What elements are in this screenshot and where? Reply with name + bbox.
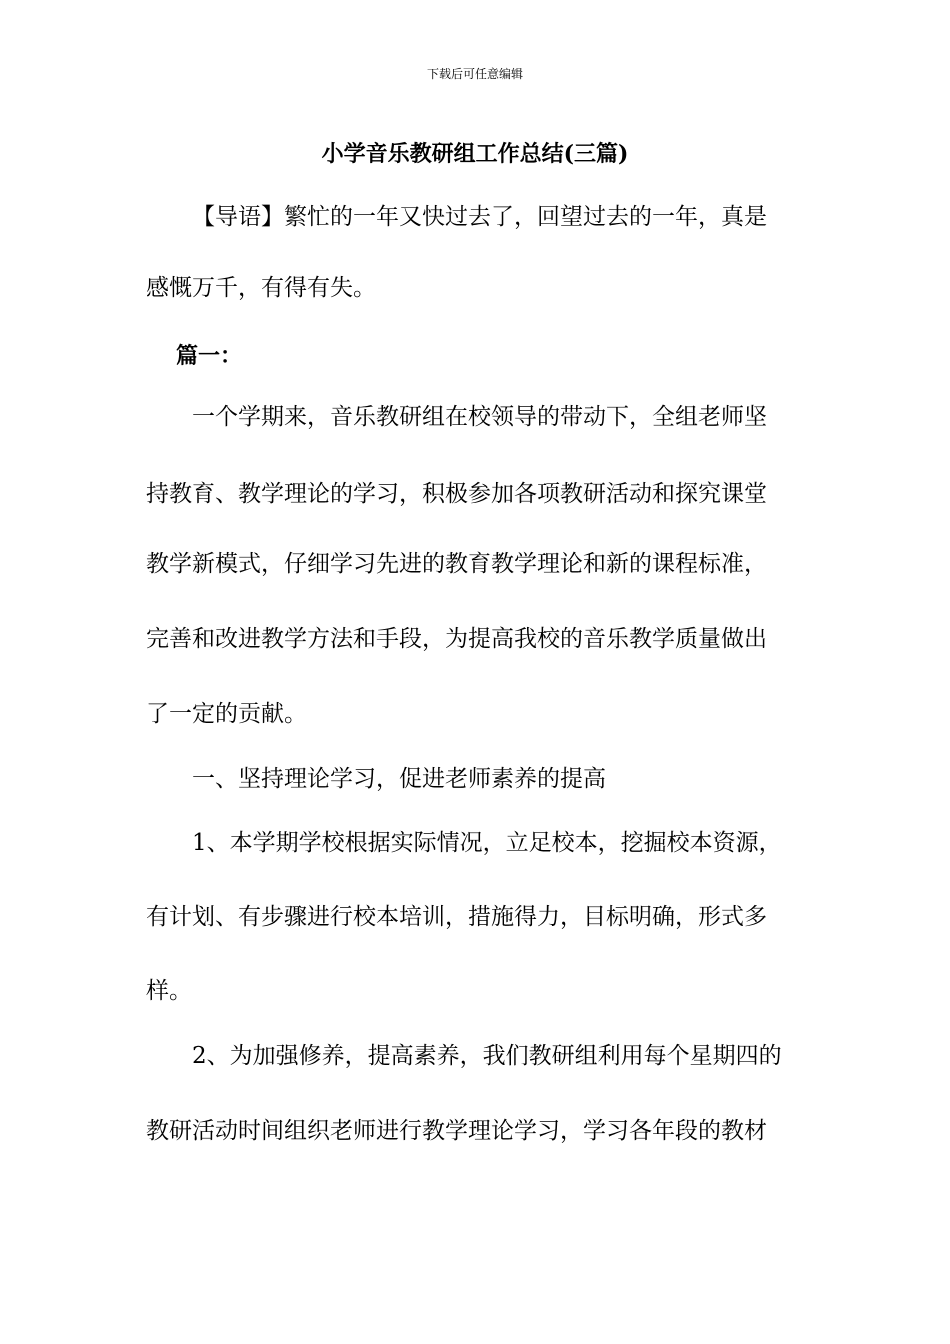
header-note: 下载后可任意编辑	[426, 67, 523, 81]
text-line: 教研活动时间组织老师进行教学理论学习，学习各年段的教材	[146, 1118, 767, 1144]
text-line: 感慨万千，有得有失。	[146, 275, 376, 301]
text-line: 持教育、教学理论的学习，积极参加各项教研活动和探究课堂	[146, 481, 767, 507]
section-heading: 篇一：	[176, 343, 243, 369]
subheading: 一、坚持理论学习，促进老师素养的提高	[192, 766, 606, 792]
text-line: 有计划、有步骤进行校本培训，措施得力，目标明确，形式多	[146, 904, 767, 930]
text-line: 教学新模式，仔细学习先进的教育教学理论和新的课程标准，	[146, 551, 767, 577]
text-line: 【导语】繁忙的一年又快过去了，回望过去的一年，真是	[192, 204, 767, 230]
text-line: 了一定的贡献。	[146, 701, 307, 727]
text-line: 1、本学期学校根据实际情况，立足校本，挖掘校本资源，	[192, 830, 782, 856]
text-line: 一个学期来，音乐教研组在校领导的带动下，全组老师坚	[192, 404, 767, 430]
text-line: 2、为加强修养，提高素养，我们教研组利用每个星期四的	[192, 1043, 782, 1069]
text-line: 样。	[146, 978, 192, 1004]
text-line: 完善和改进教学方法和手段，为提高我校的音乐教学质量做出	[146, 626, 767, 652]
document-title: 小学音乐教研组工作总结(三篇)	[321, 141, 629, 167]
